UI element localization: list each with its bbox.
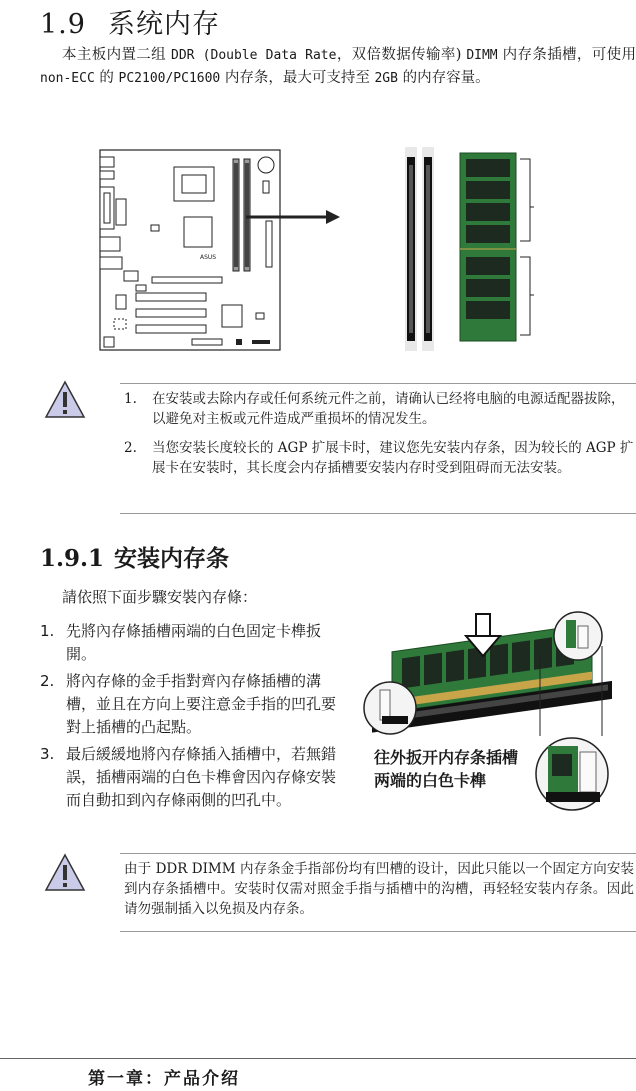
motherboard-dimm-diagram	[96, 145, 536, 355]
section-intro: 本主板内置二组 DDR (Double Data Rate，双倍数据传输率) DIMM 内存条插槽，可使用 non-ECC 的 PC2100/PC1600 内存条，最大可支持至 2GB 的内存容量。	[40, 47, 636, 86]
note-text-2: 由于 DDR DIMM 内存条金手指部份均有凹槽的设计，因此只能以一个固定方向安装到内存条插槽中。安装时仅需对照金手指与插槽中的沟槽，再轻轻安装内存条。因此请勿强制插入以免损及内存条。	[124, 861, 634, 917]
note-list-1	[124, 389, 636, 478]
note-item: 2. 当您安装长度较长的 AGP 扩展卡时，建议您先安装内存条，因为较长的 AGP 扩展卡在安装时，其长度会内存插槽要安装内存时受到阻碍而无法安装。	[124, 440, 634, 476]
section-number: 1.9	[40, 9, 86, 40]
footer-chapter: 第一章：产品介绍	[88, 1069, 240, 1089]
note-item: 1. 在安装或去除内存或任何系统元件之前，请确认已经将电脑的电源适配器拔除，以避免对主板或元件造成严重损坏的情况发生。	[124, 391, 625, 427]
step-item: 3. 最后緩緩地將內存條插入插槽中，若無錯誤，插槽兩端的白色卡榫會因內存條安裝而自動扣到內存條兩側的凹孔中。	[40, 745, 337, 809]
footer-rule	[0, 1058, 636, 1059]
enlarged-dimm-sockets	[405, 147, 434, 351]
svg-text:ASUS: ASUS	[200, 254, 217, 261]
section-heading	[40, 2, 220, 41]
subsection-intro: 請依照下面步驟安裝內存條：	[62, 588, 258, 606]
latch-callout: 往外扳开内存条插槽两端的白色卡榫	[374, 748, 519, 790]
section-title: 系统内存	[107, 9, 220, 40]
warning-icon	[44, 853, 86, 893]
enlarged-dimm-module	[460, 153, 534, 341]
step-item: 2. 將內存條的金手指對齊內存條插槽的溝槽，並且在方向上要注意金手指的凹孔要對上插槽的凸起點。	[40, 672, 337, 736]
subsection-heading: 1.9.1 安装内存条	[40, 545, 230, 572]
cpu-socket	[174, 167, 214, 201]
warning-icon	[44, 380, 86, 420]
install-steps	[40, 620, 340, 812]
step-item: 1. 先將內存條插槽兩端的白色固定卡榫扳開。	[40, 622, 322, 663]
